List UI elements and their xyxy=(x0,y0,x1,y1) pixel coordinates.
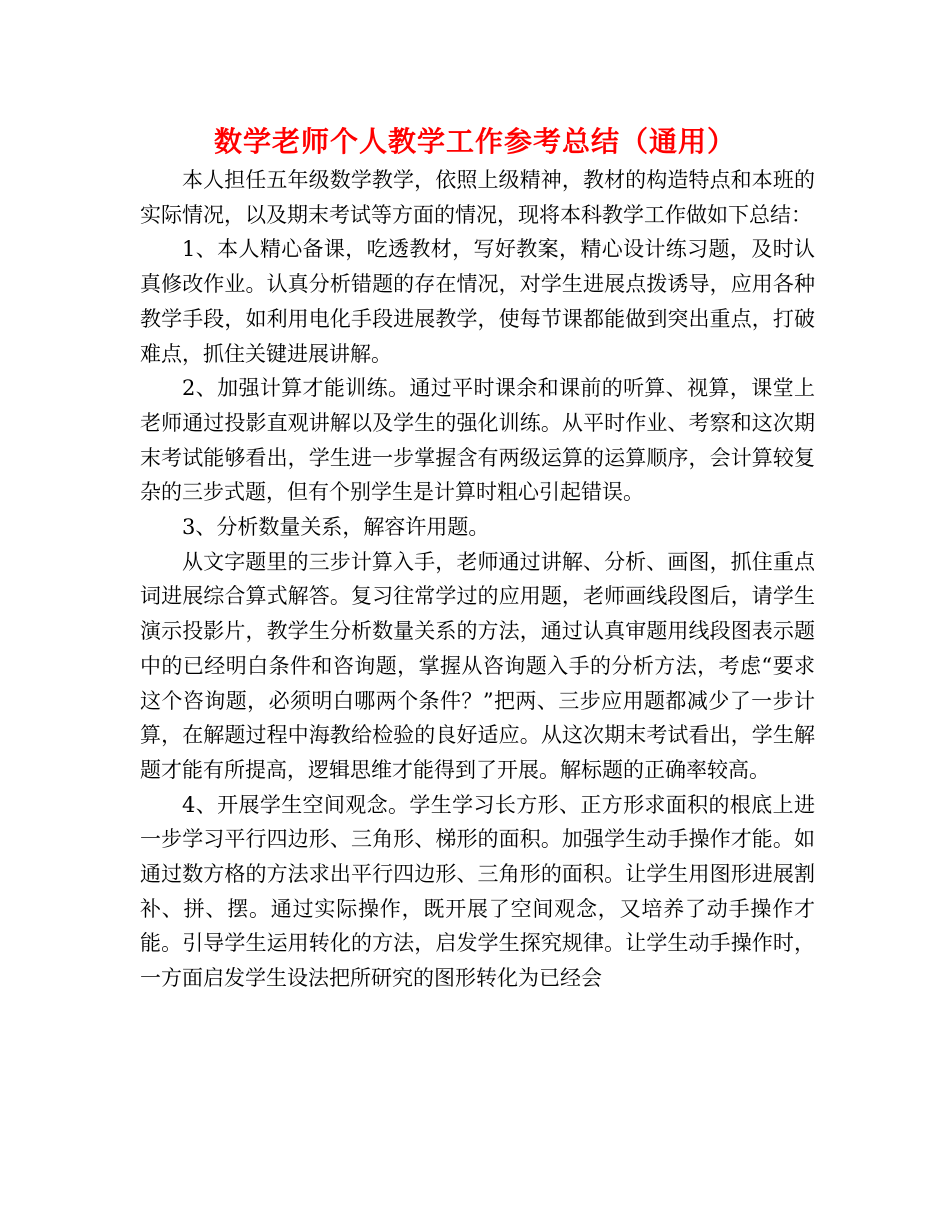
paragraph-4: 4、开展学生空间观念。学生学习长方形、正方形求面积的根底上进一步学习平行四边形、三角形、梯形的面积。加强学生动手操作才能。如通过数方格的方法求出平行四边形、三角形的面积。让学生用图形进展割补、拼、摆。通过实际操作，既开展了空间观念，又培养了动手操作才能。引导学生运用转化的方法，启发学生探究规律。让学生动手操作时，一方面启发学生设法把所研究的图形转化为已经会 xyxy=(140,792,815,991)
paragraph-1: 1、本人精心备课，吃透教材，写好教案，精心设计练习题，及时认真修改作业。认真分析错题的存在情况，对学生进展点拨诱导，应用各种教学手段，如利用电化手段进展教学，使每节课都能做到突出重点，打破难点，抓住关键进展讲解。 xyxy=(140,237,815,366)
document-body xyxy=(140,163,815,996)
paragraph-intro: 本人担任五年级数学教学，依照上级精神，教材的构造特点和本班的实际情况，以及期末考试等方面的情况，现将本科教学工作做如下总结： xyxy=(140,168,815,227)
document-title: 数学老师个人教学工作参考总结（通用） xyxy=(213,125,736,158)
paragraph-3-heading: 3、分析数量关系，解容许用题。 xyxy=(182,515,490,540)
paragraph-3-body: 从文字题里的三步计算入手，老师通过讲解、分析、画图，抓住重点词进展综合算式解答。复习往常学过的应用题，老师画线段图后，请学生演示投影片，教学生分析数量关系的方法，通过认真审题用线段图表示题中的已经明白条件和咨询题，掌握从咨询题入手的分析方法，考虑“要求这个咨询题，必须明白哪两个条件？”把两、三步应用题都减少了一步计算，在解题过程中海教给检验的良好适应。从这次期末考试看出，学生解题才能有所提高，逻辑思维才能得到了开展。解标题的正确率较高。 xyxy=(140,549,815,782)
paragraph-2: 2、加强计算才能训练。通过平时课余和课前的听算、视算，课堂上老师通过投影直观讲解以及学生的强化训练。从平时作业、考察和这次期末考试能够看出，学生进一步掌握含有两级运算的运算顺序，会计算较复杂的三步式题，但有个别学生是计算时粗心引起错误。 xyxy=(140,376,815,505)
